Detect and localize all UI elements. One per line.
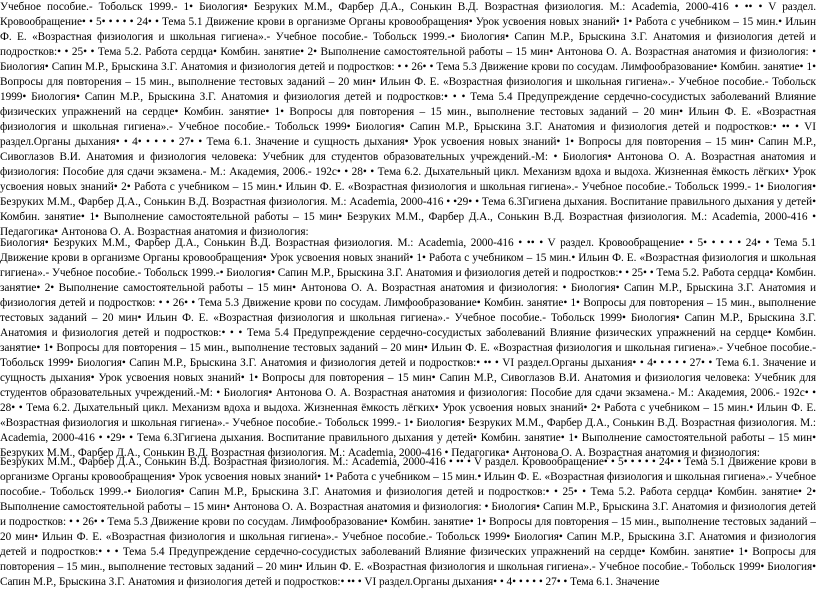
text-block-3: Безруких М.М., Фарбер Д.А., Сонькин В.Д. Возрастная физиология. М.: Academia, 2000-416 • •• • V раздел. Кровообращение• • 5• • • • • 24• • Тема 5.1 Движение крови в организме Органы кровообращения• Урок усвоения новых знаний• 1• Работа с учебником – 15 мин.• Ильин Ф. Е. «Возрастная физиология и школьная гигиена».- Учебное пособие.- Тобольск 1999.-• Биология• Сапин М.Р., Брыскина З.Г. Анатомия и физиология детей и подростков:• • 25• • Тема 5.2. Работа сердца• Комбин. занятие• 2• Выполнение самостоятельной работы – 15 мин• Антонова О. А. Возрастная анатомия и физиология: • Биология• Сапин М.Р., Брыскина З.Г. Анатомия и физиология детей и подростков: • • 26• • Тема 5.3 Движение крови по сосудам. Лимфообразование• Комбин. занятие• 1• Вопросы для повторения – 15 мин., выполнение тестовых заданий – 20 мин• Ильин Ф. Е. «Возрастная физиология и школьная гигиена».- Учебное пособие.- Тобольск 1999• Биология• Сапин М.Р., Брыскина З.Г. Анатомия и физиология детей и подростков:• • • Тема 5.4 Предупреждение сердечно-сосудистых заболеваний Влияние физических упражнений на сердце• Комбин. занятие• 1• Вопросы для повторения – 15 мин., выполнение тестовых заданий – 20 мин• Ильин Ф. Е. «Возрастная физиология и школьная гигиена».- Учебное пособие.- Тобольск 1999• Биология• Сапин М.Р., Брыскина З.Г. Анатомия и физиология детей и подростков:• •• • VI раздел.Органы дыхания• • 4• • • • • 27• • Тема 6.1. Значение bbox=[0, 456, 816, 588]
text-block-2: Биология• Безруких М.М., Фарбер Д.А., Сонькин В.Д. Возрастная физиология. М.: Academia, 2000-416 • •• • V раздел. Кровообращение• • 5• • • • • 24• • Тема 5.1 Движение крови в организме Органы кровообращения• Урок усвоения новых знаний• 1• Работа с учебником – 15 мин.• Ильин Ф. Е. «Возрастная физиология и школьная гигиена».- Учебное пособие.- Тобольск 1999.-• Биология• Сапин М.Р., Брыскина З.Г. Анатомия и физиология детей и подростков:• • 25• • Тема 5.2. Работа сердца• Комбин. занятие• 2• Выполнение самостоятельной работы – 15 мин• Антонова О. А. Возрастная анатомия и физиология: • Биология• Сапин М.Р., Брыскина З.Г. Анатомия и физиология детей и подростков: • • 26• • Тема 5.3 Движение крови по сосудам. Лимфообразование• Комбин. занятие• 1• Вопросы для повторения – 15 мин., выполнение тестовых заданий – 20 мин• Ильин Ф. Е. «Возрастная физиология и школьная гигиена».- Учебное пособие.- Тобольск 1999• Биология• Сапин М.Р., Брыскина З.Г. Анатомия и физиология детей и подростков:• • • Тема 5.4 Предупреждение сердечно-сосудистых заболеваний Влияние физических упражнений на сердце• Комбин. занятие• 1• Вопросы для повторения – 15 мин., выполнение тестовых заданий – 20 мин• Ильин Ф. Е. «Возрастная физиология и школьная гигиена».- Учебное пособие.- Тобольск 1999• Биология• Сапин М.Р., Брыскина З.Г. Анатомия и физиология детей и подростков:• •• • VI раздел.Органы дыхания• • 4• • • • • 27• • Тема 6.1. Значение и сущность дыхания• Урок усвоения новых знаний• 1• Вопросы для повторения – 15 мин• Сапин М.Р., Сивоглазов В.И. Анатомия и физиология человека: Учебник для студентов образовательных учреждений.-М: • Биология• Антонова О. А. Возрастная анатомия и физиология: Пособие для сдачи экзамена.- М.: Академия, 2006.- 192с• • 28• • Тема 6.2. Дыхательный цикл. Механизм вдоха и выдоха. Жизненная ёмкость лёгких• Урок усвоения новых знаний• 2• Работа с учебником – 15 мин.• Ильин Ф. Е. «Возрастная физиология и школьная гигиена».- Учебное пособие.- Тобольск 1999.- 1• Биология• Безруких М.М., Фарбер Д.А., Сонькин В.Д. Возрастная физиология. М.: Academia, 2000-416 • •29• • Тема 6.3Гигиена дыхания. Воспитание правильного дыхания у детей• Комбин. занятие• 1• Выполнение самостоятельной работы – 15 мин• Безруких М.М., Фарбер Д.А., Сонькин В.Д. Возрастная физиология. М.: Academia, 2000-416 • Педагогика• Антонова О. А. Возрастная анатомия и физиология: bbox=[0, 237, 816, 459]
text-block-1: Учебное пособие.- Тобольск 1999.- 1• Биология• Безруких М.М., Фарбер Д.А., Сонькин В.Д. Возрастная физиология. М.: Academia, 2000-416 • •• • V раздел. Кровообращение• • 5• • • • • 24• • Тема 5.1 Движение крови в организме Органы кровообращения• Урок усвоения новых знаний• 1• Работа с учебником – 15 мин.• Ильин Ф. Е. «Возрастная физиология и школьная гигиена».- Учебное пособие.- Тобольск 1999.-• Биология• Сапин М.Р., Брыскина З.Г. Анатомия и физиология детей и подростков:• • 25• • Тема 5.2. Работа сердца• Комбин. занятие• 2• Выполнение самостоятельной работы – 15 мин• Антонова О. А. Возрастная анатомия и физиология: • Биология• Сапин М.Р., Брыскина З.Г. Анатомия и физиология детей и подростков: • • 26• • Тема 5.3 Движение крови по сосудам. Лимфообразование• Комбин. занятие• 1• Вопросы для повторения – 15 мин., выполнение тестовых заданий – 20 мин• Ильин Ф. Е. «Возрастная физиология и школьная гигиена».- Учебное пособие.- Тобольск 1999• Биология• Сапин М.Р., Брыскина З.Г. Анатомия и физиология детей и подростков:• • • Тема 5.4 Предупреждение сердечно-сосудистых заболеваний Влияние физических упражнений на сердце• Комбин. занятие• 1• Вопросы для повторения – 15 мин., выполнение тестовых заданий – 20 мин• Ильин Ф. Е. «Возрастная физиология и школьная гигиена».- Учебное пособие.- Тобольск 1999• Биология• Сапин М.Р., Брыскина З.Г. Анатомия и физиология детей и подростков:• •• • VI раздел.Органы дыхания• • 4• • • • • 27• • Тема 6.1. Значение и сущность дыхания• Урок усвоения новых знаний• 1• Вопросы для повторения – 15 мин• Сапин М.Р., Сивоглазов В.И. Анатомия и физиология человека: Учебник для студентов образовательных учреждений.-М: • Биология• Антонова О. А. Возрастная анатомия и физиология: Пособие для сдачи экзамена.- М.: Академия, 2006.- 192с• • 28• • Тема 6.2. Дыхательный цикл. Механизм вдоха и выдоха. Жизненная ёмкость лёгких• Урок усвоения новых знаний• 2• Работа с учебником – 15 мин.• Ильин Ф. Е. «Возрастная физиология и школьная гигиена».- Учебное пособие.- Тобольск 1999.- 1• Биология• Безруких М.М., Фарбер Д.А., Сонькин В.Д. Возрастная физиология. М.: Academia, 2000-416 • •29• • Тема 6.3Гигиена дыхания. Воспитание правильного дыхания у детей• Комбин. занятие• 1• Выполнение самостоятельной работы – 15 мин• Безруких М.М., Фарбер Д.А., Сонькин В.Д. Возрастная физиология. М.: Academia, 2000-416 • Педагогика• Антонова О. А. Возрастная анатомия и физиология: bbox=[0, 1, 816, 238]
